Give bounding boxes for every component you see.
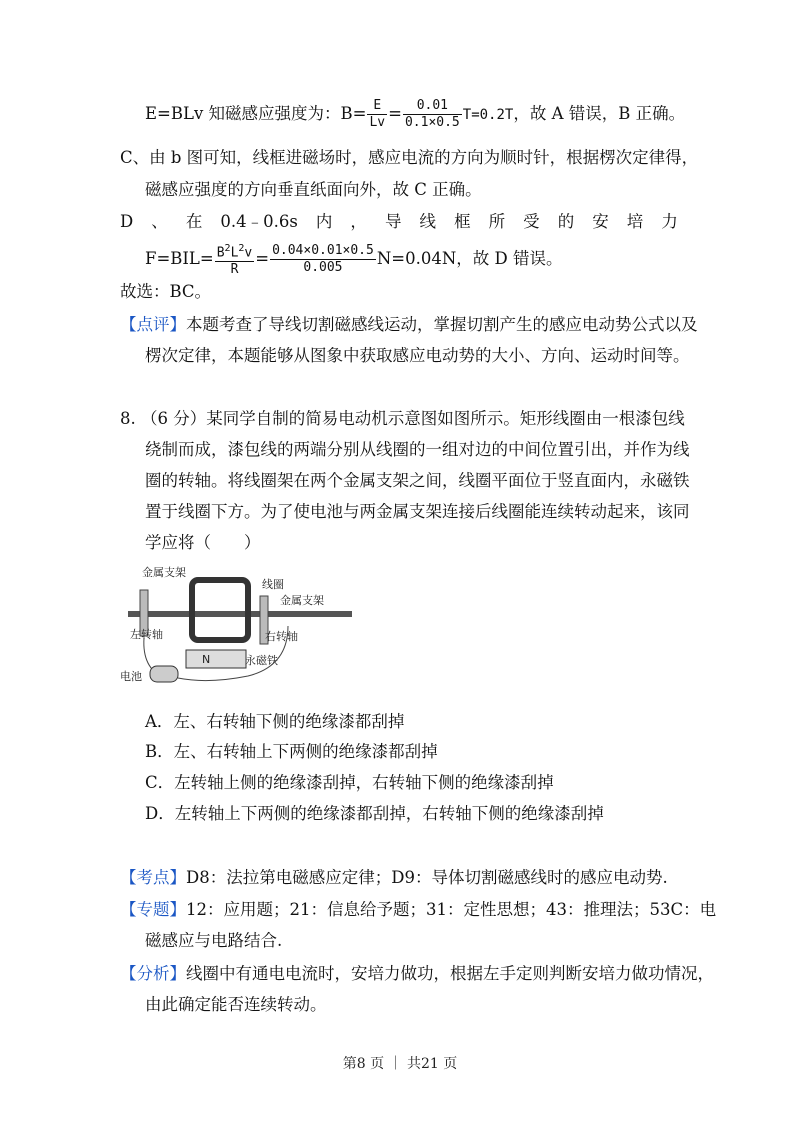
option-a: A．左、右转轴下侧的绝缘漆都刮掉 xyxy=(145,712,405,731)
label-coil: 线圈 xyxy=(262,578,284,591)
label-battery: 电池 xyxy=(120,670,142,683)
label-magnet-pole: N xyxy=(202,653,211,666)
option-c: C．左转轴上侧的绝缘漆刮掉，右转轴下侧的绝缘漆刮掉 xyxy=(145,773,554,792)
battery-shape xyxy=(150,666,178,682)
fenxi-line-1: 【分析】线圈中有通电电流时，安培力做功，根据左手定则判断安培力做功情况， xyxy=(120,964,714,983)
question-8-line-1: 8. （6 分）某同学自制的简易电动机示意图如图所示。矩形线圈由一根漆包线 xyxy=(120,409,685,428)
line-d-word: 的 xyxy=(557,212,575,231)
line-d-word: 力 xyxy=(661,212,678,231)
zhuanti-line-2: 磁感应与电路结合. xyxy=(145,931,283,950)
comment-tag: 【点评】 xyxy=(120,315,186,334)
line-c-2: 磁感应强度的方向垂直纸面向外，故 C 正确。 xyxy=(145,180,482,199)
line-d-word: 0.4﹣0.6s xyxy=(220,212,298,231)
line-d-word: 、 xyxy=(151,212,168,231)
label-metal-bracket-left: 金属支架 xyxy=(142,566,186,579)
question-8-line-4: 置于线圈下方。为了使电池与两金属支架连接后线圈能连续转动起来，该同 xyxy=(145,502,690,521)
line-d-1 xyxy=(120,210,678,234)
label-right-axis: 右转轴 xyxy=(265,630,298,643)
coil-shape xyxy=(192,580,248,640)
label-metal-bracket-right: 金属支架 xyxy=(280,594,324,607)
line-d-word: 在 xyxy=(185,212,203,231)
line-d-word: ， xyxy=(350,212,367,231)
zhuanti-tag: 【专题】 xyxy=(120,900,186,919)
fraction-force-values: $\frac{0.04\times 0.01\times 0.5}{0.005}$ xyxy=(272,243,374,276)
comment-line-2: 楞次定律，本题能够从图象中获取感应电动势的大小、方向、运动时间等。 xyxy=(145,346,690,365)
line-d-word: 所 xyxy=(488,212,506,231)
line-b-formula: E=BLv 知磁感应强度为：B= $\frac{E}{Lv}$ = $\frac{0.01}{0.1\times 0.5}$ T=0.2T，故 A 错误，B 正确。 xyxy=(145,98,686,130)
option-d: D．左转轴上下两侧的绝缘漆都刮掉，右转轴下侧的绝缘漆刮掉 xyxy=(145,804,604,823)
line-d-word: 导 xyxy=(384,212,402,231)
option-b: B．左、右转轴上下两侧的绝缘漆都刮掉 xyxy=(145,742,438,761)
fraction-values: $\frac{0.01}{0.1\times 0.5}$ xyxy=(404,98,460,130)
kaodian-tag: 【考点】 xyxy=(120,868,186,887)
magnet-shape xyxy=(186,650,246,668)
motor-diagram xyxy=(120,566,360,694)
comment-line-1: 【点评】本题考查了导线切割磁感线运动，掌握切割产生的感应电动势公式以及 xyxy=(120,315,698,334)
answer-line: 故选：BC。 xyxy=(120,282,212,301)
line-d-word: 框 xyxy=(454,212,471,231)
line-d-word: D xyxy=(120,212,134,231)
line-d-word: 线 xyxy=(419,212,437,231)
page-footer: 第8 页 ｜ 共21 页 xyxy=(342,1056,458,1072)
fraction-b2l2v-over-r: $\frac{B^2L^2v}{R}$ xyxy=(216,243,253,278)
question-8-line-5: 学应将（ ） xyxy=(145,533,261,552)
line-d-word: 培 xyxy=(626,212,644,231)
question-8-line-2: 绕制而成，漆包线的两端分别从线圈的一组对边的中间位置引出，并作为线 xyxy=(145,440,690,459)
line-c-1: C、由 b 图可知，线框进磁场时，感应电流的方向为顺时针，根据楞次定律得， xyxy=(120,148,699,167)
label-left-axis: 左转轴 xyxy=(130,628,163,641)
fenxi-tag: 【分析】 xyxy=(120,964,186,983)
zhuanti-line-1: 【专题】12：应用题；21：信息给予题；31：定性思想；43：推理法；53C：电 xyxy=(120,900,717,919)
line-d-word: 内 xyxy=(315,212,333,231)
line-d-word: 受 xyxy=(523,212,540,231)
label-magnet: 永磁铁 xyxy=(245,654,278,667)
kaodian-line: 【考点】D8：法拉第电磁感应定律；D9：导体切割磁感线时的感应电动势. xyxy=(120,868,668,887)
line-f-formula: F=BIL= $\frac{B^2L^2v}{R}$ = $\frac{0.04\times 0.01\times 0.5}{0.005}$ N=0.04N，故 D 错误。 xyxy=(145,243,563,278)
axis-rod xyxy=(128,611,352,617)
question-8-line-3: 圈的转轴。将线圈架在两个金属支架之间，线圈平面位于竖直面内，永磁铁 xyxy=(145,471,690,490)
fenxi-line-2: 由此确定能否连续转动。 xyxy=(145,995,327,1014)
line-d-word: 安 xyxy=(592,212,609,231)
fraction-e-over-lv: $\frac{E}{Lv}$ xyxy=(369,98,386,130)
